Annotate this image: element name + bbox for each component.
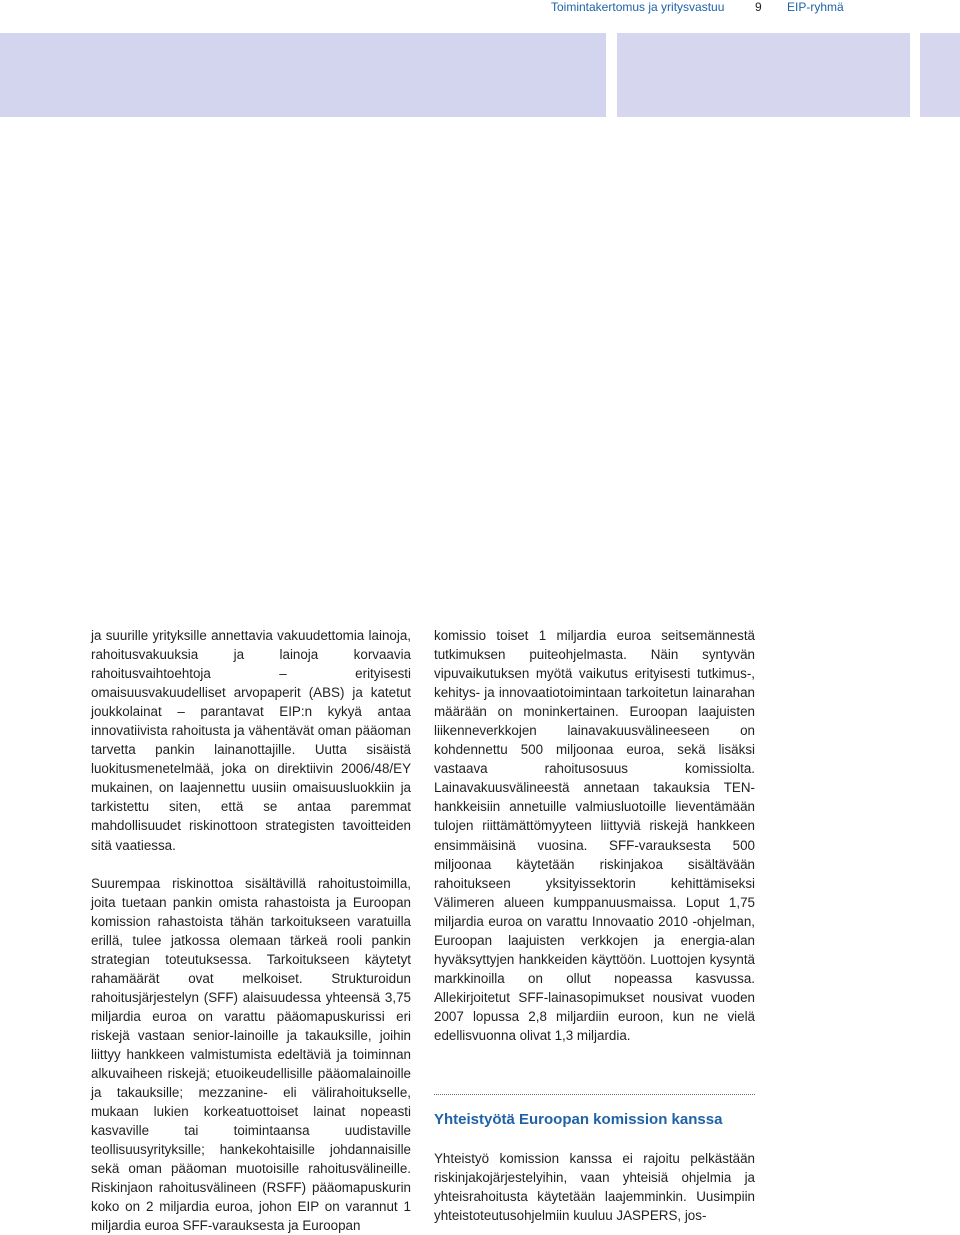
decorative-band — [0, 33, 606, 117]
header-report-title: Toimintakertomus ja yritysvastuu — [551, 0, 725, 14]
decorative-band-middle — [617, 33, 910, 117]
decorative-band-right — [920, 33, 960, 117]
right-text-column-lower — [434, 1149, 755, 1225]
page-number: 9 — [755, 0, 762, 14]
body-paragraph: komissio toiset 1 miljardia euroa seitsemännestä tutkimuksen puiteohjelmasta. Näin syntyvän vipuvaikutuksen myötä vaikutus erityisesti tutkimus-, kehitys- ja innovaatiotoimintaan tarkoitetun lainarahan määrään on moninkertainen. Euroopan laajuisten liikenneverkkojen lainavakuusvälineeseen on kohdennettu 500 miljoonaa euroa, sekä lisäksi vastaava rahoitusosuus komissiolta. Lainavakuusvälineestä annetaan takauksia TEN-hankkeisiin annetuille valmiusluotoille lieventämään tulojen riittämättömyyteen liittyviä riskejä hankkeen ensimmäisinä vuosina. SFF-varauksesta 500 miljoonaa käytetään riskinjakoa sisältävään rahoitukseen yksityissektorin kehittämiseksi Välimeren alueen kumppanuusmaissa. Loput 1,75 miljardia euroa on varattu Innovaatio 2010 -ohjelman, Euroopan laajuisten verkkojen ja energia-alan hyväksyttyjen hankkeiden käyttöön. Luottojen kysyntä markkinoilla on ollut nopeassa kasvussa. Allekirjoitetut SFF-lainasopimukset nousivat vuoden 2007 lopussa 2,8 miljardiin euroon, kun ne vielä edellisvuonna olivat 1,3 miljardia. — [434, 628, 755, 1043]
body-paragraph: Yhteistyö komission kanssa ei rajoitu pelkästään riskinjakojärjestelyihin, vaan yhteisiä ohjelmia ja yhteisrahoitusta käytetään laajemminkin. Uusimpiin yhteistoteutusohjelmiin kuuluu JASPERS, jos- — [434, 1151, 755, 1224]
section-divider — [434, 1094, 755, 1095]
section-heading: Yhteistyötä Euroopan komission kanssa — [434, 1111, 723, 1128]
header-group-name: EIP-ryhmä — [787, 0, 844, 14]
body-paragraph: Suurempaa riskinottoa sisältävillä rahoitustoimilla, joita tuetaan pankin omista rahastoista ja Euroopan komission rahastoista tähän tarkoitukseen varatuilla erillä, tulee jatkossa olemaan tärkeä rooli pankin strategian toteutuksessa. Tarkoitukseen käytetyt rahamäärät ovat melkoiset. Strukturoidun rahoitusjärjestelyn (SFF) alaisuudessa yhteensä 3,75 miljardia euroa on varattu pääomapuskurissi eri riskejä vastaan senior-lainoille ja takauksille, joihin liittyy hankkeen valmistumista edeltäviä ja toiminnan alkuvaiheen riskejä; etuoikeudellisille pääomalainoille ja takauksille; mezzanine- eli välirahoitukselle, mukaan lukien korkeatuottoiset lainat nopeasti kasvaville tai toimintaansa uudistaville teollisuusyrityksille; hankekohtaisille johdannaisille sekä oman pääoman muotoisille rahoitusvälineille. Riskinjaon rahoitusvälineen (RSFF) pääomapuskurin koko on 2 miljardia euroa, johon EIP on varannut 1 miljardia euroa SFF-varauksesta ja Euroopan — [91, 875, 411, 1234]
right-text-column — [434, 626, 755, 1045]
left-text-column — [91, 626, 411, 1235]
body-paragraph: ja suurille yrityksille annettavia vakuudettomia lainoja, rahoitusvakuuksia ja lainoja korvaavia rahoitusvaihtoehtoja – erityisesti omaisuusvakuudelliset arvopaperit (ABS) ja katetut joukkolainat – parantavat EIP:n kykyä antaa innovatiivista rahoitusta ja vähentävät oman pääoman tarvetta pankin lainanottajille. Uutta sisäistä luokitusmenetelmää, joka on direktiivin 2006/48/EY mukainen, on laajennettu uusiin omaisuusluokkiin ja tarkistettu siten, että se antaa paremmat mahdollisuudet riskinottoon strategisten tavoitteiden sitä vaatiessa. — [91, 628, 411, 853]
running-header — [0, 0, 960, 16]
